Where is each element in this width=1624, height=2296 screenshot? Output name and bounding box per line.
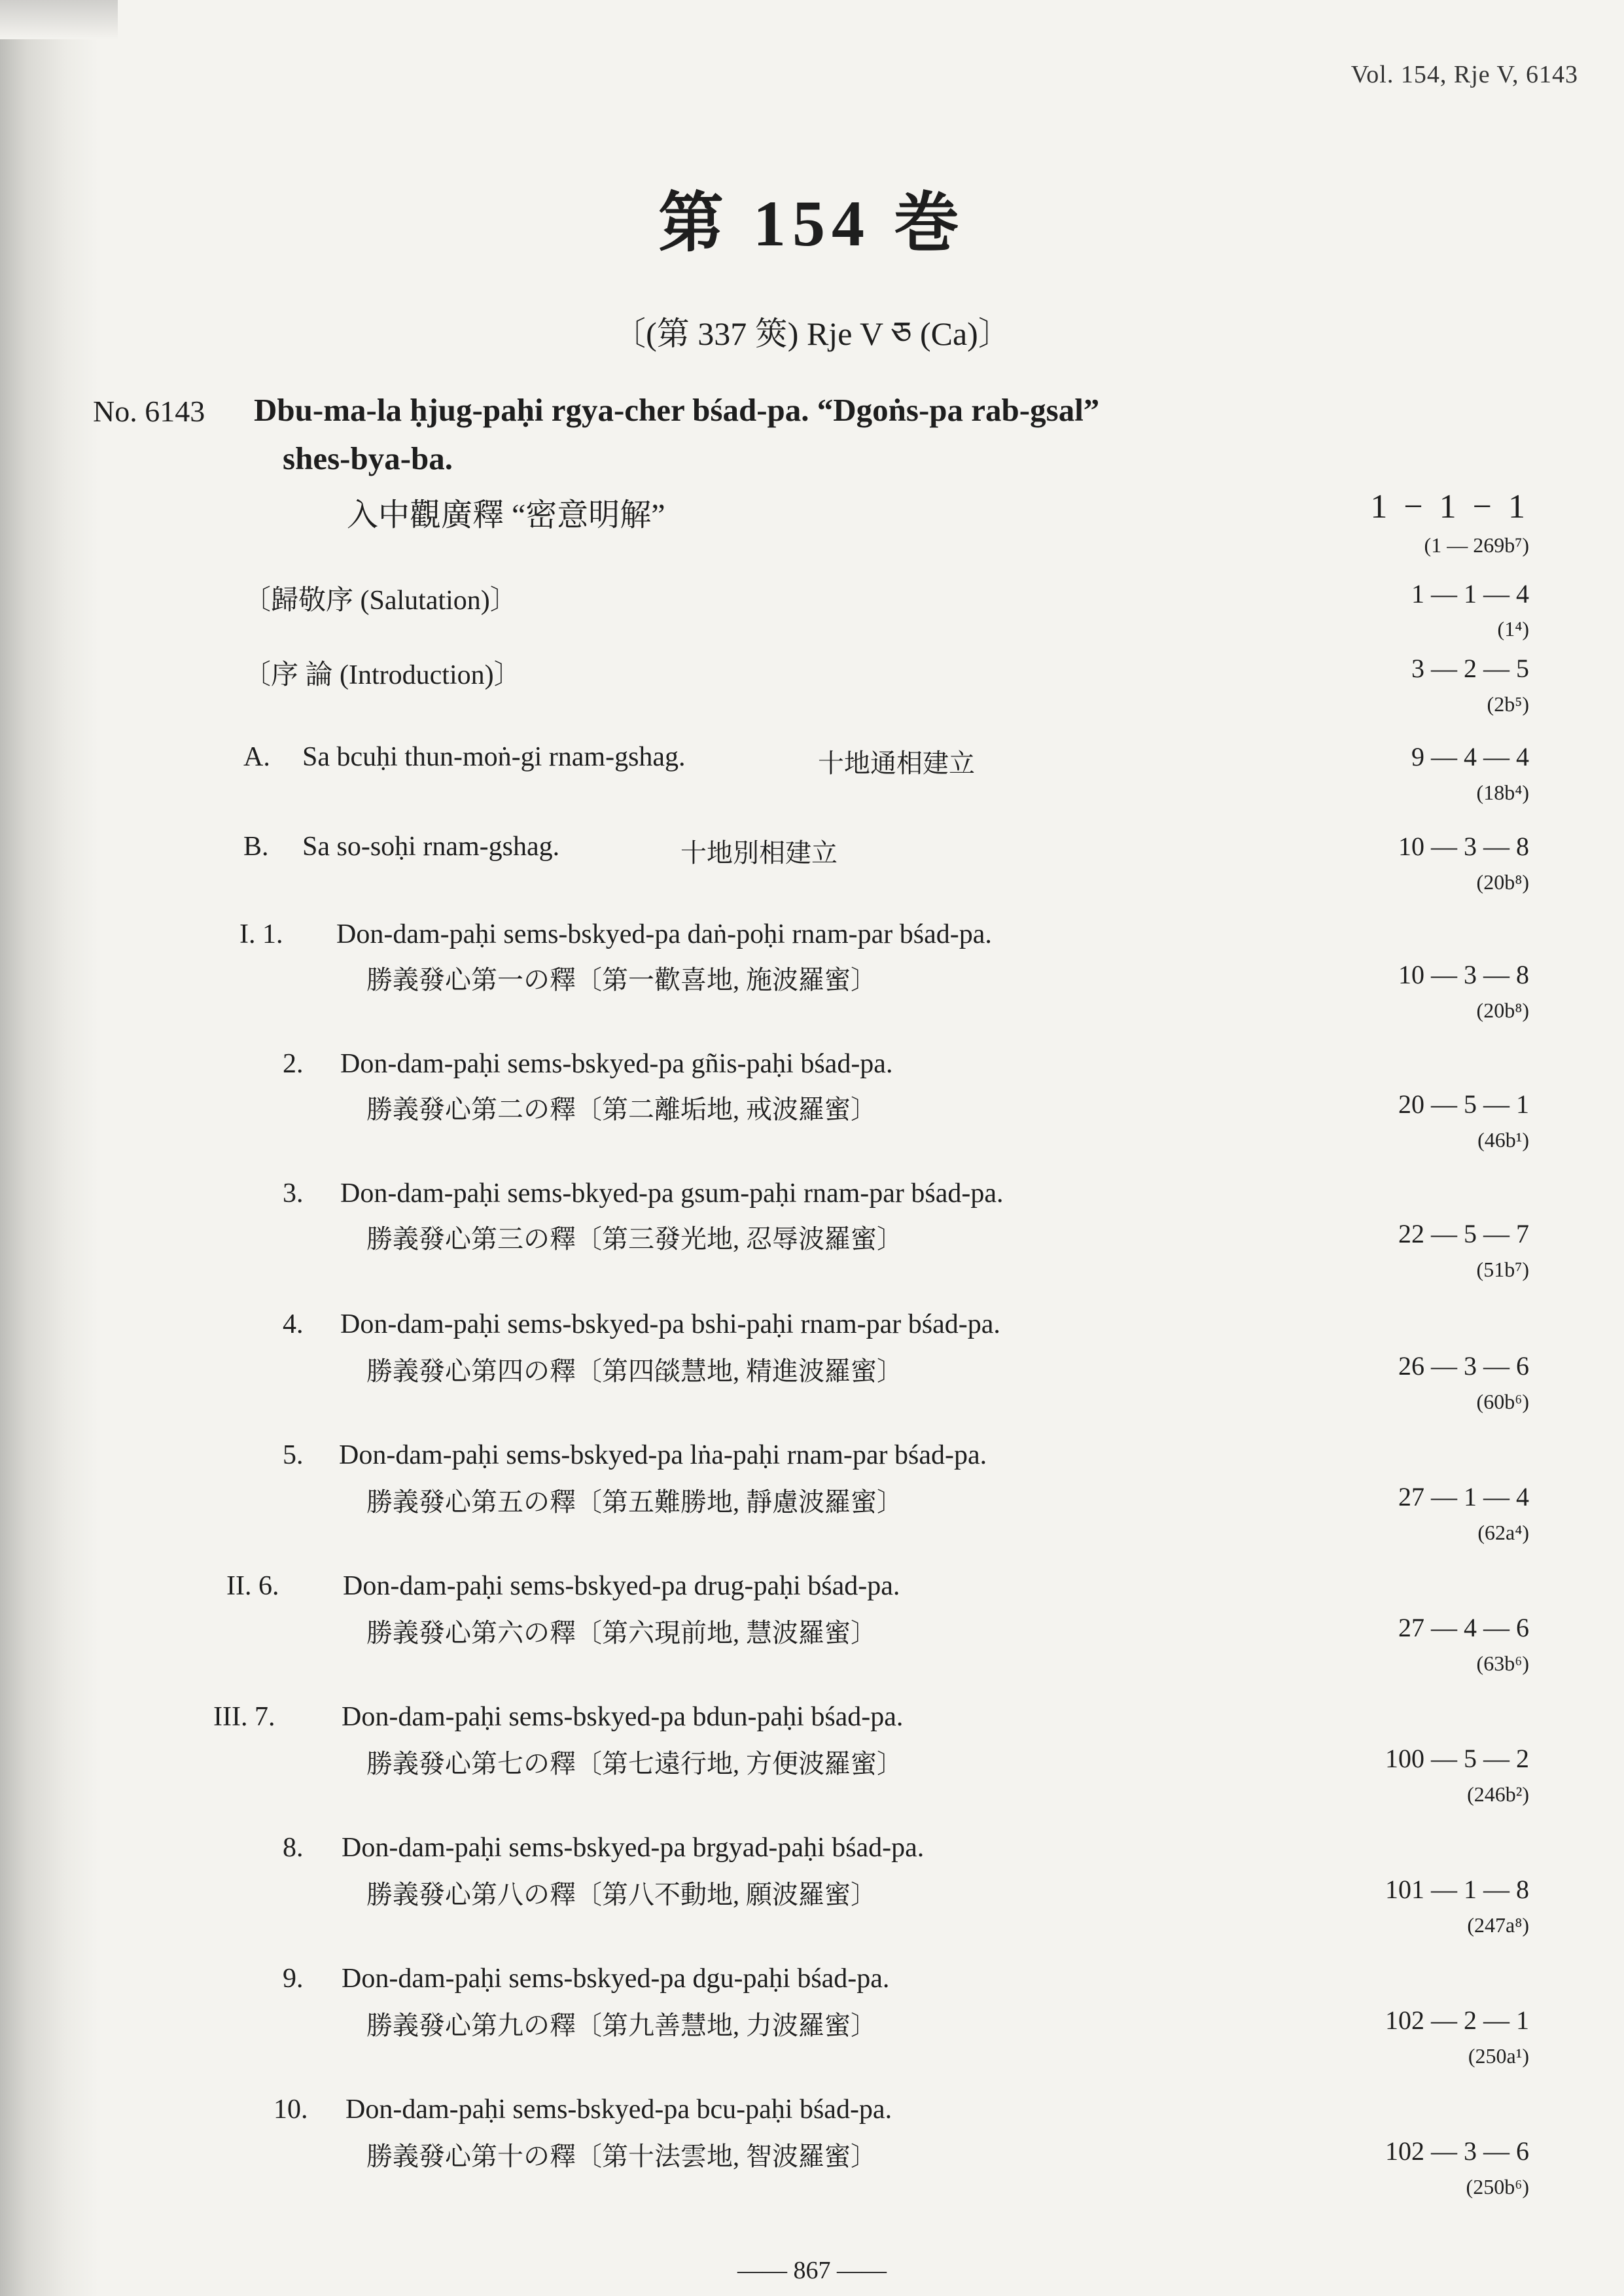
- toc-japanese: 勝義發心第四の釋〔第四燄慧地, 精進波羅蜜〕: [366, 1356, 903, 1386]
- toc-label: 2.: [283, 1049, 304, 1079]
- toc-ref: 1 — 1 — 4: [1411, 579, 1529, 609]
- toc-ref: 26 — 3 — 6: [1398, 1351, 1529, 1381]
- toc-ref: 102 — 2 — 1: [1385, 2005, 1529, 2035]
- toc-japanese: 勝義發心第十の釋〔第十法雲地, 智波羅蜜〕: [366, 2142, 877, 2171]
- toc-label: B.: [243, 832, 269, 862]
- toc-ref: 10 — 3 — 8: [1398, 960, 1529, 989]
- toc-label: 4.: [283, 1309, 304, 1339]
- entry-number: No. 6143: [93, 395, 205, 428]
- toc-subref: (18b⁴): [1476, 781, 1529, 804]
- toc-text: Sa so-soḥi rnam-gshag.: [302, 832, 560, 862]
- toc-subref: (20b⁸): [1476, 998, 1529, 1022]
- toc-label: 8.: [283, 1833, 304, 1863]
- entry-ref: 1 − 1 − 1: [1370, 488, 1529, 525]
- entry-title-line2: shes-bya-ba.: [283, 440, 453, 476]
- toc-ref: 27 — 4 — 6: [1398, 1613, 1529, 1642]
- toc-subref: (250b⁶): [1466, 2175, 1529, 2199]
- toc-text: Don-dam-paḥi sems-bskyed-pa gñis-paḥi bśad-pa.: [340, 1049, 893, 1079]
- header-reference: Vol. 154, Rje V, 6143: [1350, 61, 1578, 88]
- toc-subref: (63b⁶): [1476, 1651, 1529, 1675]
- toc-japanese: 勝義發心第七の釋〔第七遠行地, 方便波羅蜜〕: [366, 1749, 903, 1778]
- toc-japanese: 勝義發心第九の釋〔第九善慧地, 力波羅蜜〕: [366, 2011, 877, 2040]
- toc-label: 9.: [283, 1964, 304, 1994]
- toc-text: Don-dam-paḥi sems-bskyed-pa bcu-paḥi bśad-pa.: [345, 2094, 892, 2125]
- toc-subref: (20b⁸): [1476, 870, 1529, 894]
- toc-subref: (247a⁸): [1467, 1913, 1529, 1937]
- toc-label: 10.: [274, 2094, 308, 2125]
- toc-subref: (2b⁵): [1487, 692, 1529, 716]
- toc-ref: 9 — 4 — 4: [1411, 742, 1529, 771]
- toc-japanese: 勝義發心第五の釋〔第五難勝地, 靜慮波羅蜜〕: [366, 1487, 903, 1517]
- toc-ref: 102 — 3 — 6: [1385, 2136, 1529, 2166]
- toc-subref: (250a¹): [1468, 2044, 1529, 2068]
- toc-label: 5.: [283, 1440, 304, 1470]
- toc-japanese: 勝義發心第一の釋〔第一歡喜地, 施波羅蜜〕: [366, 965, 877, 995]
- toc-ref: 27 — 1 — 4: [1398, 1482, 1529, 1511]
- toc-japanese: 勝義發心第三の釋〔第三發光地, 忍辱波羅蜜〕: [366, 1224, 903, 1254]
- toc-ref: 22 — 5 — 7: [1398, 1219, 1529, 1248]
- toc-text: Don-dam-paḥi sems-bskyed-pa bdun-paḥi bśad-pa.: [342, 1702, 904, 1732]
- toc-ref: 20 — 5 — 1: [1398, 1089, 1529, 1119]
- entry-subref: (1 — 269b⁷): [1424, 533, 1529, 557]
- toc-subref: (246b²): [1467, 1782, 1529, 1806]
- toc-label: II. 6.: [226, 1571, 279, 1601]
- toc-ref: 100 — 5 — 2: [1385, 1744, 1529, 1773]
- toc-text: Don-dam-paḥi sems-bskyed-pa bshi-paḥi rnam-par bśad-pa.: [340, 1309, 1000, 1339]
- toc-label: III. 7.: [213, 1702, 275, 1732]
- toc-text: 〔歸敬序 (Salutation)〕: [243, 586, 518, 616]
- toc-japanese: 十地別相建立: [680, 838, 838, 868]
- toc-japanese: 勝義發心第八の釋〔第八不動地, 願波羅蜜〕: [366, 1880, 877, 1909]
- volume-title: 第 154 巻: [658, 187, 966, 260]
- toc-text: Don-dam-paḥi sems-bskyed-pa brgyad-paḥi bśad-pa.: [342, 1833, 925, 1863]
- toc-text: Don-dam-paḥi sems-bskyed-pa drug-paḥi bśad-pa.: [343, 1571, 900, 1601]
- toc-text: Don-dam-paḥi sems-bskyed-pa lṅa-paḥi rnam-par bśad-pa.: [339, 1440, 987, 1470]
- toc-ref: 3 — 2 — 5: [1411, 654, 1529, 683]
- entry-title-line1: Dbu-ma-la ḥjug-paḥi rgya-cher bśad-pa. “Dgoṅs-pa rab-gsal”: [254, 392, 1100, 428]
- toc-ref: 101 — 1 — 8: [1385, 1875, 1529, 1904]
- toc-text: Don-dam-paḥi sems-bskyed-pa dgu-paḥi bśad-pa.: [342, 1964, 890, 1994]
- toc-subref: (46b¹): [1477, 1128, 1529, 1152]
- page-number: —— 867 ——: [737, 2257, 887, 2284]
- toc-japanese: 勝義發心第六の釋〔第六現前地, 慧波羅蜜〕: [366, 1618, 877, 1648]
- scan-edge-top-shadow: [0, 0, 118, 39]
- toc-text: Don-dam-paḥi sems-bkyed-pa gsum-paḥi rnam-par bśad-pa.: [340, 1178, 1004, 1209]
- toc-text: 〔序 論 (Introduction)〕: [243, 660, 521, 690]
- toc-label: A.: [243, 742, 270, 772]
- toc-ref: 10 — 3 — 8: [1398, 832, 1529, 861]
- toc-subref: (60b⁶): [1476, 1390, 1529, 1413]
- section-info: 〔(第 337 筴) Rje V ཅ (Ca)〕: [613, 315, 1011, 352]
- toc-label: I. 1.: [239, 919, 283, 949]
- toc-japanese: 十地通相建立: [818, 749, 975, 778]
- toc-text: Sa bcuḥi thun-moṅ-gi rnam-gshag.: [302, 742, 686, 772]
- entry-japanese-title: 入中觀廣釋 “密意明解”: [347, 498, 665, 533]
- toc-japanese: 勝義發心第二の釋〔第二離垢地, 戒波羅蜜〕: [366, 1095, 877, 1124]
- toc-text: Don-dam-paḥi sems-bskyed-pa daṅ-poḥi rnam-par bśad-pa.: [336, 919, 992, 949]
- toc-label: 3.: [283, 1178, 304, 1209]
- toc-subref: (62a⁴): [1477, 1521, 1529, 1544]
- toc-subref: (51b⁷): [1476, 1258, 1529, 1281]
- toc-subref: (1⁴): [1497, 617, 1529, 641]
